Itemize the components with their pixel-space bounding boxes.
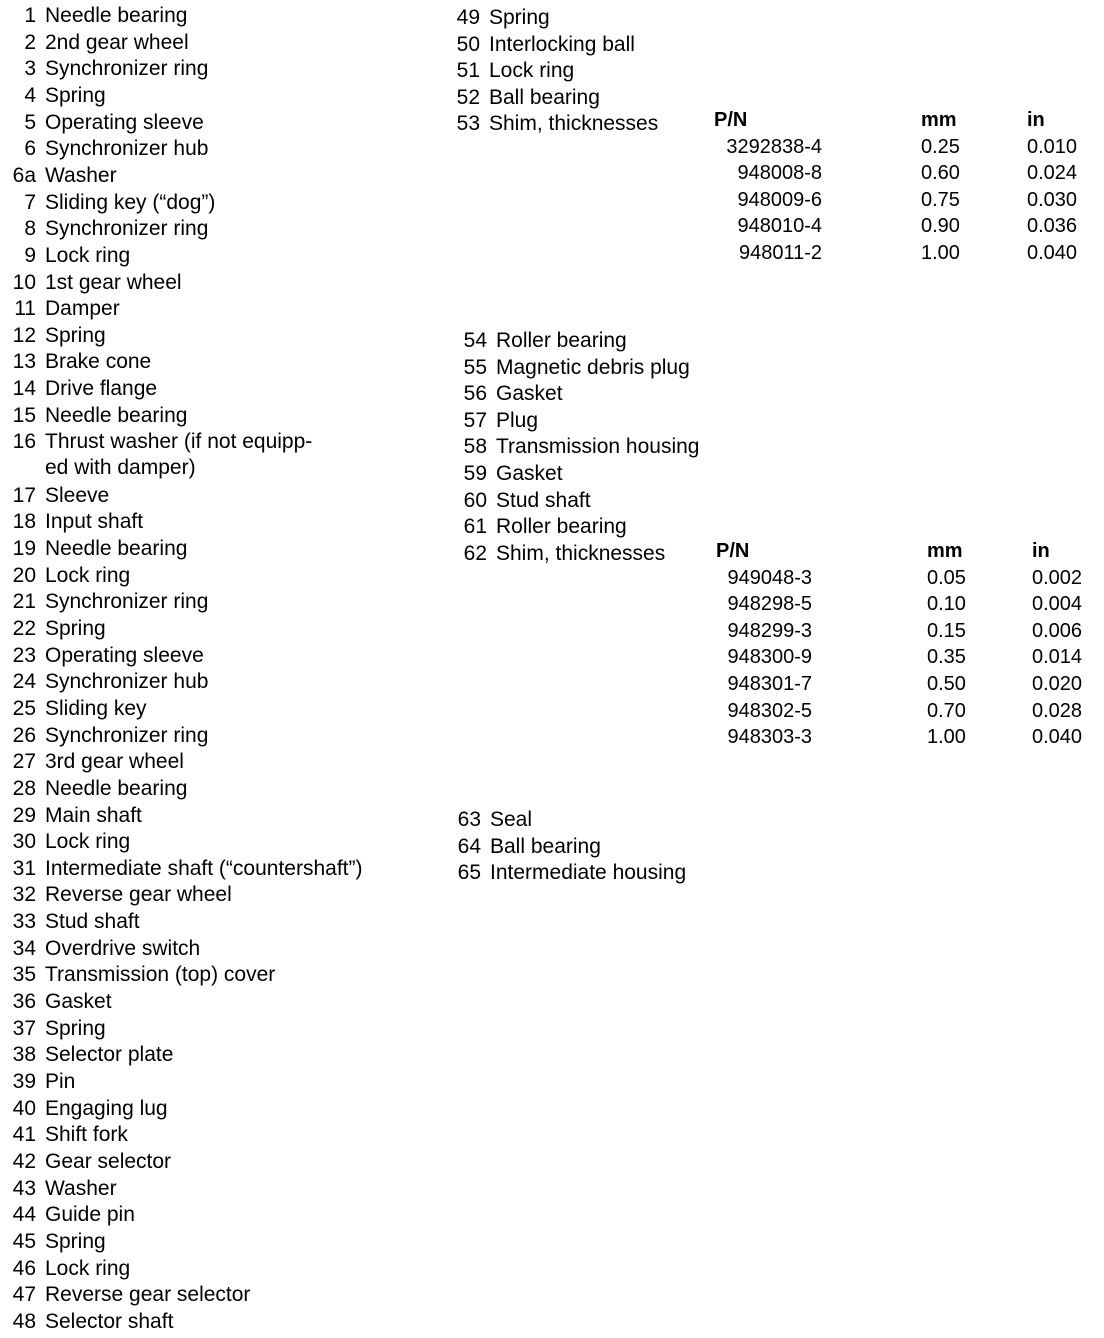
shim-table-row xyxy=(0,644,1104,671)
part-number: 41 xyxy=(12,1123,36,1147)
part-description: Spring xyxy=(45,323,106,347)
shim-table-row xyxy=(0,160,1104,187)
part-description: Input shaft xyxy=(45,510,144,534)
part-item xyxy=(463,381,563,407)
part-number: 36 xyxy=(12,990,36,1014)
part-number: 44 xyxy=(12,1203,36,1227)
part-description: Ball bearing xyxy=(490,834,601,858)
part-number: 34 xyxy=(12,936,36,960)
part-number: 47 xyxy=(12,1283,36,1307)
part-number: 58 xyxy=(463,435,487,459)
part-description: Shim, thicknesses xyxy=(489,112,659,135)
part-number: 21 xyxy=(12,590,36,614)
part-number: 53 xyxy=(456,112,480,135)
part-number: 27 xyxy=(12,750,36,774)
part-item xyxy=(12,936,201,962)
cell-part-number: 3292838-4 xyxy=(726,135,822,158)
part-item xyxy=(463,461,563,487)
part-number: 49 xyxy=(456,6,480,29)
part-description: Reverse gear wheel xyxy=(45,883,232,907)
part-item xyxy=(12,803,142,829)
part-description: 1st gear wheel xyxy=(45,270,182,294)
part-number: 26 xyxy=(12,723,36,747)
cell-part-number: 948303-3 xyxy=(727,726,812,749)
part-description: Thrust washer (if not equipp- xyxy=(45,430,313,454)
part-description: Plug xyxy=(496,408,539,432)
part-number: 54 xyxy=(463,329,487,352)
part-number: 13 xyxy=(12,350,36,374)
part-number: 48 xyxy=(12,1309,36,1333)
part-item xyxy=(12,483,110,509)
shim-table-row xyxy=(0,213,1104,240)
cell-in: 0.040 xyxy=(1032,726,1083,749)
part-description: Lock ring xyxy=(45,563,131,587)
part-number: 40 xyxy=(12,1096,36,1120)
part-description: Spring xyxy=(489,6,550,29)
part-number: 25 xyxy=(12,696,36,720)
part-number: 29 xyxy=(12,803,36,827)
part-description: Roller bearing xyxy=(496,515,627,539)
shim-table-53 xyxy=(0,107,1104,267)
part-number: 30 xyxy=(12,830,36,854)
cell-mm: 0.75 xyxy=(921,188,960,211)
part-item xyxy=(456,32,635,58)
shim-table-row xyxy=(0,134,1104,161)
header-mm: mm xyxy=(927,540,963,562)
part-description: Synchronizer hub xyxy=(45,670,209,694)
part-number: 33 xyxy=(12,910,36,934)
cell-in: 0.004 xyxy=(1032,593,1083,616)
cell-in: 0.030 xyxy=(1027,188,1078,211)
part-item xyxy=(12,1016,106,1042)
part-number: 51 xyxy=(456,59,480,82)
part-item xyxy=(12,1282,251,1308)
cell-in: 0.006 xyxy=(1032,619,1083,642)
shim-table-row xyxy=(0,724,1104,751)
part-description: Sliding key (“dog”) xyxy=(45,190,216,214)
part-item xyxy=(12,376,158,402)
cell-in: 0.010 xyxy=(1027,135,1078,158)
part-description-continued: ed with damper) xyxy=(45,456,196,480)
part-description: Selector shaft xyxy=(45,1309,174,1333)
part-description: Stud shaft xyxy=(45,910,140,934)
part-number: 2 xyxy=(24,30,36,54)
part-item xyxy=(12,1176,117,1202)
part-item xyxy=(12,349,152,375)
part-number: 57 xyxy=(463,408,487,432)
part-number: 38 xyxy=(12,1043,36,1067)
part-description: Synchronizer ring xyxy=(45,723,209,747)
part-item xyxy=(12,403,188,429)
part-item xyxy=(12,1309,174,1335)
part-description: Gasket xyxy=(496,462,563,485)
part-number: 4 xyxy=(24,83,36,107)
cell-mm: 0.05 xyxy=(927,566,966,589)
part-description: Lock ring xyxy=(45,1256,131,1280)
part-number: 18 xyxy=(12,510,36,534)
part-number: 50 xyxy=(456,32,480,56)
part-description: Sliding key xyxy=(45,696,147,720)
part-number: 12 xyxy=(12,323,36,347)
shim-table-62 xyxy=(0,538,1104,751)
part-description: Intermediate shaft (“countershaft”) xyxy=(45,856,363,880)
part-number: 45 xyxy=(12,1229,36,1253)
part-description: Pin xyxy=(45,1070,76,1093)
part-item xyxy=(12,776,188,802)
part-description: Shift fork xyxy=(45,1123,128,1147)
part-description: Needle bearing xyxy=(45,403,188,427)
part-item xyxy=(12,749,184,775)
cell-in: 0.014 xyxy=(1032,646,1083,669)
part-description: Drive flange xyxy=(45,377,158,401)
part-number: 52 xyxy=(456,85,480,109)
part-number: 32 xyxy=(12,883,36,907)
part-number: 65 xyxy=(457,861,481,884)
part-item xyxy=(12,1202,135,1228)
part-number: 14 xyxy=(12,377,36,401)
part-description: Interlocking ball xyxy=(489,32,635,56)
part-description: Spring xyxy=(45,1016,106,1040)
part-description: Synchronizer ring xyxy=(45,57,209,81)
cell-part-number: 948298-5 xyxy=(727,593,812,616)
part-number: 42 xyxy=(12,1149,36,1173)
cell-part-number: 949048-3 xyxy=(727,566,812,589)
part-item xyxy=(463,328,627,354)
part-number: 9 xyxy=(24,243,36,267)
part-number: 16 xyxy=(12,430,36,454)
part-description: 3rd gear wheel xyxy=(45,750,184,774)
part-description: Stud shaft xyxy=(496,488,591,512)
part-number: 63 xyxy=(457,808,481,831)
part-item xyxy=(12,509,144,535)
cell-part-number: 948299-3 xyxy=(727,619,812,642)
part-description: Spring xyxy=(45,1229,106,1253)
part-description: Synchronizer hub xyxy=(45,137,209,161)
part-number: 35 xyxy=(12,963,36,987)
part-number: 23 xyxy=(12,643,36,667)
part-number: 39 xyxy=(12,1070,36,1093)
part-description: Reverse gear selector xyxy=(45,1283,251,1307)
part-description: Washer xyxy=(45,163,117,187)
part-description: Operating sleeve xyxy=(45,643,204,667)
part-number: 8 xyxy=(24,217,36,241)
part-description: Gasket xyxy=(45,990,112,1014)
cell-mm: 0.70 xyxy=(927,699,966,722)
cell-in: 0.002 xyxy=(1032,566,1083,589)
header-mm: mm xyxy=(921,109,957,131)
part-number: 31 xyxy=(12,856,36,880)
part-description: Brake cone xyxy=(45,350,152,374)
part-description: Transmission housing xyxy=(496,435,700,459)
part-item xyxy=(457,860,687,886)
part-number: 24 xyxy=(12,670,36,694)
cell-part-number: 948302-5 xyxy=(727,699,812,722)
cell-mm: 0.15 xyxy=(927,619,966,642)
part-description: Guide pin xyxy=(45,1203,135,1227)
part-item xyxy=(12,829,131,855)
part-description: Transmission (top) cover xyxy=(45,963,276,987)
cell-mm: 0.60 xyxy=(921,162,960,185)
cell-part-number: 948011-2 xyxy=(738,241,822,264)
part-number: 61 xyxy=(463,515,487,539)
part-number: 11 xyxy=(14,297,36,321)
cell-in: 0.036 xyxy=(1027,215,1078,238)
part-number: 17 xyxy=(12,483,36,507)
part-item xyxy=(12,1096,168,1122)
part-description: Washer xyxy=(45,1176,117,1200)
part-item xyxy=(14,296,120,322)
part-description: Spring xyxy=(45,616,106,640)
part-item xyxy=(12,1256,131,1282)
part-description: 2nd gear wheel xyxy=(45,30,189,54)
part-description: Magnetic debris plug xyxy=(496,355,690,379)
part-item xyxy=(463,488,591,514)
part-description: Sleeve xyxy=(45,483,110,507)
part-description: Lock ring xyxy=(489,59,575,82)
part-number: 55 xyxy=(463,355,487,379)
part-number: 6a xyxy=(12,163,36,187)
part-item xyxy=(12,882,232,908)
part-description: Engaging lug xyxy=(45,1096,168,1120)
shim-table-header xyxy=(0,107,1104,134)
cell-part-number: 948009-6 xyxy=(737,188,822,211)
part-number: 5 xyxy=(24,110,36,134)
part-number: 7 xyxy=(24,190,36,214)
part-item xyxy=(463,514,627,540)
part-item xyxy=(12,989,112,1015)
part-number: 1 xyxy=(24,4,36,27)
part-item xyxy=(12,1229,106,1255)
part-item xyxy=(12,909,140,935)
part-number: 15 xyxy=(12,403,36,427)
cell-mm: 0.50 xyxy=(927,672,966,695)
part-item xyxy=(12,270,182,296)
shim-table-row xyxy=(0,565,1104,592)
cell-mm: 0.90 xyxy=(921,215,960,238)
shim-table-row xyxy=(0,187,1104,214)
shim-table-header xyxy=(0,538,1104,565)
cell-in: 0.020 xyxy=(1032,672,1083,695)
part-number: 60 xyxy=(463,488,487,512)
part-number: 37 xyxy=(12,1016,36,1040)
part-item xyxy=(456,58,575,84)
part-number: 19 xyxy=(12,537,36,560)
header-pn: P/N xyxy=(716,540,750,562)
part-number: 62 xyxy=(463,541,487,565)
part-description: Overdrive switch xyxy=(45,936,201,960)
part-item xyxy=(24,3,188,29)
part-item xyxy=(24,30,189,56)
part-item xyxy=(12,1069,76,1095)
shim-table-row xyxy=(0,591,1104,618)
cell-mm: 0.25 xyxy=(921,135,960,158)
shim-table-row xyxy=(0,698,1104,725)
part-item xyxy=(12,962,276,988)
part-description: Operating sleeve xyxy=(45,110,204,134)
part-description: Lock ring xyxy=(45,243,131,267)
shim-table-row xyxy=(0,618,1104,645)
part-description: Spring xyxy=(45,83,106,107)
cell-mm: 1.00 xyxy=(921,241,960,264)
part-number: 6 xyxy=(24,137,36,161)
part-description: Roller bearing xyxy=(496,329,627,352)
cell-part-number: 948008-8 xyxy=(737,162,822,185)
part-description: Synchronizer ring xyxy=(45,217,209,241)
cell-in: 0.040 xyxy=(1027,241,1078,264)
part-item xyxy=(12,429,313,481)
part-item xyxy=(12,323,106,349)
part-item xyxy=(12,1149,172,1175)
part-description: Lock ring xyxy=(45,830,131,854)
cell-part-number: 948300-9 xyxy=(727,646,812,669)
part-item xyxy=(456,5,550,31)
part-item xyxy=(24,56,209,82)
cell-part-number: 948301-7 xyxy=(727,672,812,695)
part-description: Synchronizer ring xyxy=(45,590,209,614)
part-description: Shim, thicknesses xyxy=(496,541,666,565)
part-item xyxy=(457,807,533,833)
part-number: 10 xyxy=(12,270,36,294)
part-item xyxy=(12,1122,128,1148)
part-number: 22 xyxy=(12,616,36,640)
cell-in: 0.028 xyxy=(1032,699,1083,722)
part-description: Intermediate housing xyxy=(490,861,687,884)
part-item xyxy=(24,83,106,109)
cell-mm: 0.35 xyxy=(927,646,966,669)
header-pn: P/N xyxy=(714,109,748,131)
part-description: Gear selector xyxy=(45,1149,172,1173)
part-number: 20 xyxy=(12,563,36,587)
part-description: Needle bearing xyxy=(45,776,188,800)
part-item xyxy=(463,355,690,381)
part-description: Ball bearing xyxy=(489,85,600,109)
part-item xyxy=(463,434,700,460)
part-number: 28 xyxy=(12,776,36,800)
part-description: Damper xyxy=(45,297,120,321)
part-number: 59 xyxy=(463,462,487,485)
part-number: 46 xyxy=(12,1256,36,1280)
header-in: in xyxy=(1032,540,1050,562)
part-description: Gasket xyxy=(496,382,563,406)
part-item xyxy=(12,1042,174,1068)
part-number: 64 xyxy=(457,834,481,858)
cell-part-number: 948010-4 xyxy=(737,215,822,238)
part-item xyxy=(463,408,539,434)
part-item xyxy=(457,834,601,860)
shim-table-row xyxy=(0,671,1104,698)
cell-in: 0.024 xyxy=(1027,162,1078,185)
cell-mm: 1.00 xyxy=(927,726,966,749)
part-description: Selector plate xyxy=(45,1043,174,1067)
part-number: 56 xyxy=(463,382,487,406)
part-number: 3 xyxy=(24,57,36,81)
part-item xyxy=(12,856,363,882)
part-description: Seal xyxy=(490,808,533,831)
part-number: 43 xyxy=(12,1176,36,1200)
part-description: Needle bearing xyxy=(45,537,188,560)
cell-mm: 0.10 xyxy=(927,593,966,616)
header-in: in xyxy=(1027,109,1045,131)
shim-table-row xyxy=(0,240,1104,267)
part-description: Main shaft xyxy=(45,803,142,827)
part-description: Needle bearing xyxy=(45,4,188,27)
